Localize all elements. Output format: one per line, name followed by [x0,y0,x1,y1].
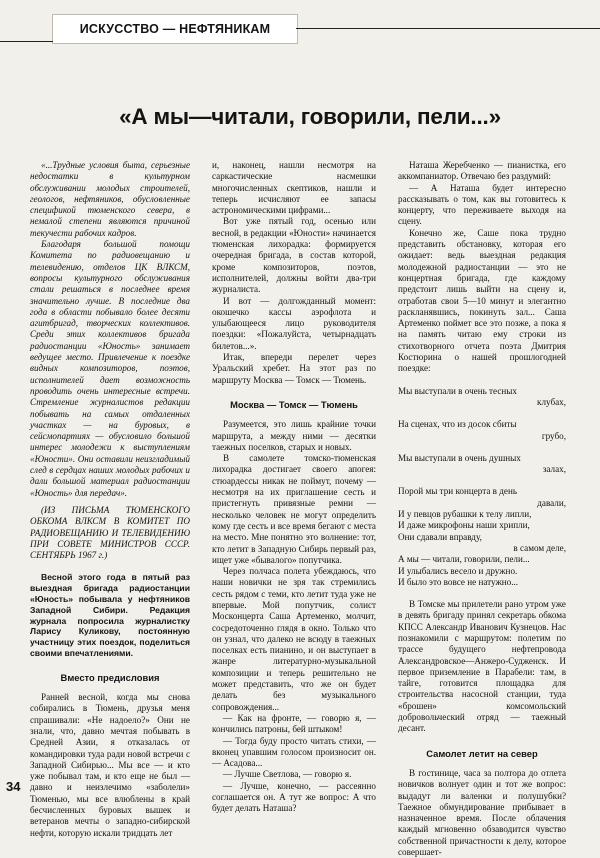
page-number: 34 [6,779,21,794]
body-paragraph: — Как на фронте, — говорю я, — кончились патроны, бей штыком! [212,712,376,735]
body-paragraph: Вот уже пятый год, осенью или весной, в редакции «Юности» начинается тюменская лихорадка: формируется очередная бригада, в состав которой, кроме композиторов, поэтов, исполнителей, должны войти два-три журналиста. [212,216,376,295]
subheading: Самолет летит на север [426,747,538,759]
poem-line: Они сдавали вправду, [398,531,482,542]
rule-bottom [0,41,53,42]
column-3 [398,160,566,858]
poem-line: А мы — читали, говорили, пели... [398,554,530,565]
body-paragraph: Разумеется, это лишь крайние точки маршрута, а между ними — десятки таежных поселков, старых и новых. [212,419,376,452]
intro-paragraph: Благодаря большой помощи Комитета по радиовещанию и телевидению, отделов ЦК ВЛКСМ, вопросы культурного обслуживания стали решаться в последнее время значительно лучше. В последние два года в области побывало более десяти агитбригад, творческих коллективов. Среди этих коллективов бригада радиостанции «Юность» занимает ведущее место. Привлечение к поездке видных композиторов, поэтов, исполнителей дает возможность проводить очень интересные встречи. Стремление журналистов редакции побывать на самых отдаленных участках — на буровых, в сейсмопартиях — обусловило большой интерес молодежи к выступлениям «Юности». Они оставили неизгладимый след в сердцах наших молодых рабочих и дали большой материал радиостанции «Юность» для передач». [30,239,190,498]
body-paragraph: — Лучше, конечно, — рассеянно соглашается он. А тут же вопрос: А что будет делать Наташа? [212,780,376,814]
poem-line: И было это вовсе не натужно... [398,576,519,587]
body-paragraph: В Томске мы прилетели рано утром уже в девять бригаду принял секретарь обкома КПСС Александр Иванович Кузнецов. Нас познакомили с маршрутом: полетим по трассе будущего нефтепровода Александровское—Анжеро-Судженск. И первое приземление в Парабели: там, в тайге, готовится площадка для строительства насосной станции, туда «брошен» комсомольский добровольческий отряд — таежный десант. [398,599,566,734]
intro-paragraph: «...Трудные условия быта, серьезные недостатки в культурном обслуживании молодых строителей, геологов, нефтяников, обусловленные спецификой тюменского севера, в немалой степени являются причиной текучести рабочих кадров. [30,160,190,238]
body-paragraph: — Лучше Светлова, — говорю я. [223,769,352,780]
body-paragraph: И вот — долгожданный момент: окошечко кассы аэрофлота и улыбающееся лицо руководителя поездки: «Пожалуйста, четырнадцать билетов...». [212,295,376,351]
letter-source: (ИЗ ПИСЬМА ТЮМЕНСКОГО ОБКОМА ВЛКСМ В КОМИТЕТ ПО РАДИОВЕЩАНИЮ И ТЕЛЕВИДЕНИЮ ПРИ СОВЕТЕ МИНИСТРОВ СССР. СЕНТЯБРЬ 1967 г.) [30,504,190,561]
poem-line: Мы выступали в очень душных [398,452,521,463]
body-paragraph: В самолете томско-тюменская лихорадка достигает своего апогея: стюардессы никак не поймут, почему — несмотря на их приглашение сесть и пристегнуть привязные ремни — несколько человек не могут определить кому где сесть и все время бегают с места на место. Мне понятно это волнение: тот, кто летит в Западную Сибирь первый раз, ищет уже «бывалого» попутчика. [212,453,376,565]
poem-line: грубо, [541,430,566,441]
body-paragraph: — Тогда буду просто читать стихи, — вконец упавшим голосом произносит он. — Асадова... [212,735,376,769]
article-headline: «А мы—читали, говорили, пели...» [119,104,501,129]
editorial-lead: Весной этого года в пятый раз выездная бригада радиостанции «Юность» побывала у нефтяников Западной Сибири. Редакция журнала попросила журналистку Ларису Куликову, постоянную участницу этих поездок, поделиться своими впечатлениями. [30,572,190,658]
poem-line: клубах, [537,396,566,407]
intro-quote [30,160,190,499]
body-paragraph: и, наконец, нашли несмотря на саркастические насмешки многочисленных скептиков, нашли и теперь исчисляют ее запасы астрономическими цифрами... [212,160,376,216]
poem-line: в самом деле, [513,542,566,553]
poem-line: И у певцов рубашки к телу липли, [398,509,532,520]
section-rubric: ИСКУССТВО — НЕФТЯНИКАМ [52,14,298,44]
poem-line: И улыбались весело и дружно. [398,565,518,576]
rule-top [296,28,600,29]
column-2 [212,160,376,815]
body-paragraph: В гостинице, часа за полтора до отлета новичков волнует один и тот же вопрос: выдадут ли валенки и полушубки? Таежное обмундирование прибывает в назначенное время. После облачения каждый мгновенно обзаводится чувство собственной причастности к делу, которое совершает- [398,767,566,858]
poem-line: залах, [542,464,566,475]
poem-line: На сценах, что из досок сбиты [398,419,517,430]
body-paragraph: — А Наташа будет интересно рассказывать о том, как вы готовитесь к концерту, что переживаете выходя на сцену. [398,182,566,227]
poem-quote [398,386,566,588]
subheading: Москва — Томск — Тюмень [230,398,358,410]
poem-line: Мы выступали в очень тесных [398,385,517,396]
column-1 [30,160,190,839]
body-paragraph: Через полчаса полета убеждаюсь, что наши новички не зря так стремились сесть рядом с теми, кто летит туда уже не впервые. Мой попутчик, солист Москонцерта Саша Артеменко, молчит, сосредоточенно глядя в окно. Только что он узнал, что далеко не всюду в таежных поселках есть пианино, и он выступает в жанре литературно-музыкальной композиции и теперь решительно не может представить, что же он будет делать без музыкального сопровождения... [212,566,376,712]
poem-line: И даже микрофоны наши хрипли, [398,520,530,531]
poem-line: давали, [537,497,566,508]
body-paragraph: Наташа Жеребченко — пианистка, его аккомпаниатор. Отвечаю без раздумий: [398,160,566,182]
body-paragraph: Конечно же, Саше пока трудно представить обстановку, которая его ожидает: ведь выездная редакция молодежной радиостанции — это не концертная бригада, где каждому предстоит лишь выйти на сцену и, отработав свои 5—10 минут и элегантно раскланявшись, покинуть зал... Саша Артеменко поймет все это позже, а пока я на память читаю ему строки из стихотворного отчета поэта Дмитрия Костюрина о нашей прошлогодней поездке: [398,227,566,374]
subheading: Вместо предисловия [60,671,160,683]
body-paragraph: Ранней весной, когда мы снова собирались в Тюмень, друзья меня спрашивали: «Не надоело?» Они не знали, что, давно мечтая побывать в Средней Азии, я отказалась от командировки туда ради новой встречи с Западной Сибирью... Мы все — и кто уже побывал там, и кто еще не был — давно и неизлечимо «заболели» Тюменью, мы все влюблены в край бесчисленных буровых вышек и ветеранов мечты о западно-сибирской нефти, которую искали тридцать лет [30,692,190,838]
poem-line: Порой мы три концерта в день [398,486,518,497]
body-paragraph: Итак, впереди перелет через Уральский хребет. На этот раз по маршруту Москва — Томск — Тюмень. [212,352,376,385]
